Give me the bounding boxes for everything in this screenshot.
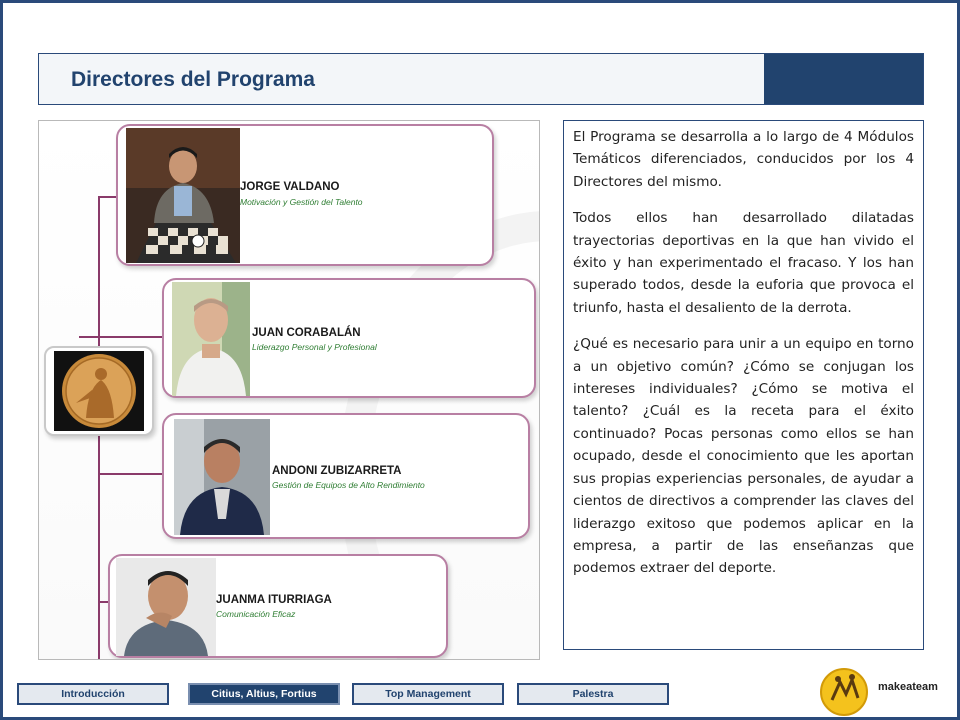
description-paragraph-1: El Programa se desarrolla a lo largo de 4 Módulos Temáticos diferenciados, conducidos por los 4 Directores del mismo. [573,129,914,190]
director-role: Comunicación Eficaz [216,609,296,619]
director-name: JUAN CORABALÁN [252,327,361,339]
connector-3 [98,473,162,475]
director-photo-iturriaga [116,558,216,656]
description-paragraph-2: Todos ellos han desarrollado dilatadas trayectorias deportivas en la que han vivido el éxito y han experimentado el fracaso. Y los han superado todos, desde la euforia que provoca el triunfo, hasta el desaliento de la derrota. [573,210,914,316]
brand-logo [818,666,938,716]
olympic-medal-icon [46,348,152,434]
brand-name: makeateam [878,681,938,693]
director-role: Gestión de Equipos de Alto Rendimiento [272,480,425,490]
director-role: Motivación y Gestión del Talento [240,197,363,207]
connector-2 [98,336,162,338]
director-card-valdano [116,124,494,266]
header-accent-block [764,54,923,104]
director-name: JORGE VALDANO [240,181,340,193]
director-name: JUANMA ITURRIAGA [216,594,332,606]
director-photo-valdano [126,128,240,263]
nav-introduccion[interactable]: Introducción [17,683,169,705]
program-description [563,120,924,650]
medal-card [44,346,154,436]
director-photo-corabalan [172,282,250,396]
connector-1 [98,196,118,198]
header-bar [38,53,924,105]
director-photo-zubizarreta [174,419,270,535]
page-title: Directores del Programa [71,68,315,91]
description-paragraph-3: ¿Qué es necesario para unir a un equipo en torno a un objetivo común? ¿Cómo se conjugan los intereses individuales? ¿Cómo se motiva el talento? ¿Cuál es la receta para el éxito continuado? Pocas personas como ellos se han ocupado, desde el conocimiento que les aportan sus propias experiencias personales, de ayudar a cientos de directivos a comprender las claves del liderazgo exitoso que podemos aplicar en la empresa, a partir de las enseñanzas que podemos extraer del deporte. [573,336,914,577]
director-card-zubizarreta [162,413,530,539]
directors-org-chart [38,120,540,660]
nav-citius-altius-fortius[interactable]: Citius, Altius, Fortius [188,683,340,705]
director-card-iturriaga [108,554,448,658]
director-card-corabalan [162,278,536,398]
director-name: ANDONI ZUBIZARRETA [272,465,402,477]
connector-medal [79,336,99,338]
connector-4 [98,601,108,603]
nav-palestra[interactable]: Palestra [517,683,669,705]
makeateam-logo-icon [818,666,872,716]
director-role: Liderazgo Personal y Profesional [252,342,377,352]
nav-top-management[interactable]: Top Management [352,683,504,705]
